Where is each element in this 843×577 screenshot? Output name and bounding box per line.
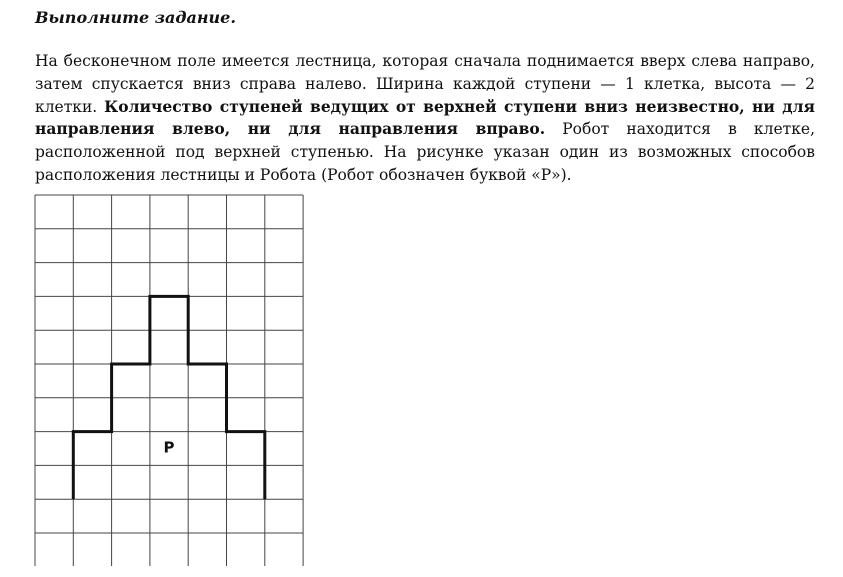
robot-marker: Р	[163, 438, 175, 457]
task-text-bold: Количество ступеней ведущих от верхней ступени вниз неизвестно, ни для направления влево, ни для направления вправо.	[35, 96, 815, 139]
grid-field	[34, 194, 304, 566]
task-heading: Выполните задание.	[35, 8, 236, 27]
task-text-part2: Робот находится в клетке, расположенной под верхней ступенью. На рисунке указан один из возможных способов расположения лестницы и Робота (Робот обозначен буквой «Р»).	[35, 120, 815, 184]
grid-lines	[35, 195, 303, 566]
task-text-part1: На бесконечном поле имеется лестница, которая сначала поднимается вверх слева направо, затем спускается вниз справа налево. Ширина каждой ступени — 1 клетка, высота — 2 клетки.	[35, 52, 815, 116]
task-text	[35, 50, 815, 187]
staircase-figure	[34, 194, 304, 566]
